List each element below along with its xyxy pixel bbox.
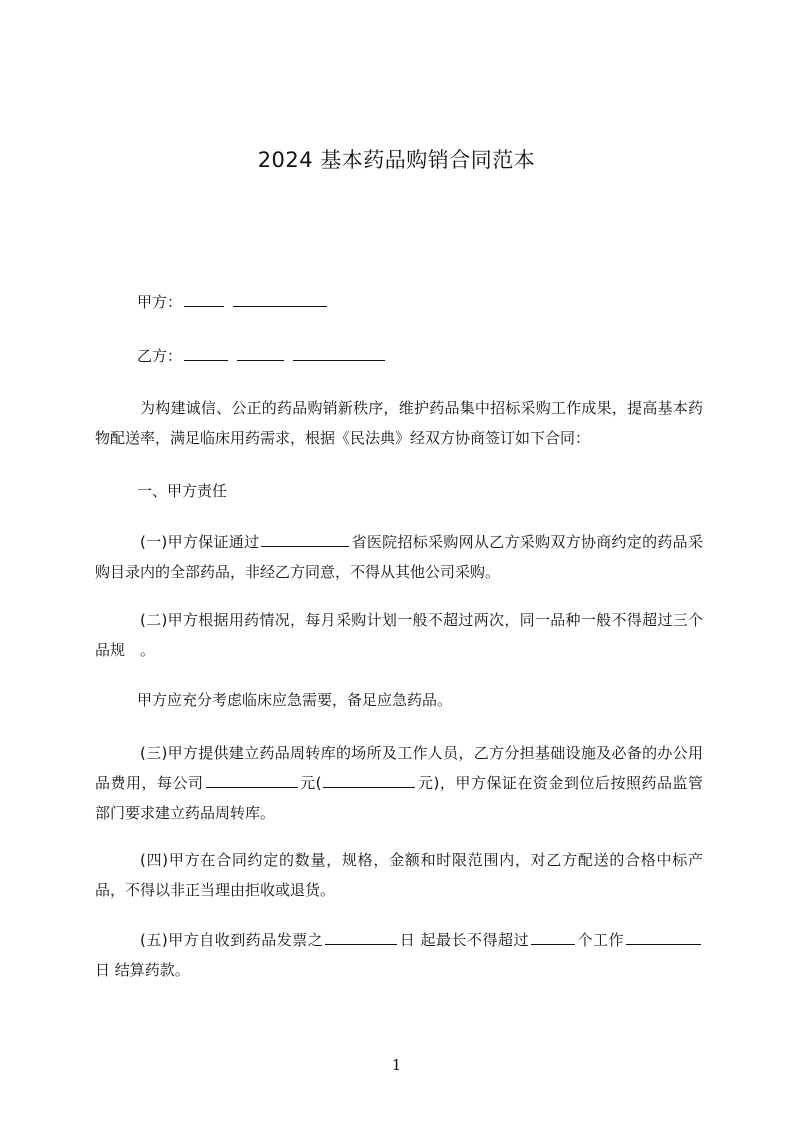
- clause-1-text-a: (一)甲方保证通过: [140, 533, 260, 551]
- clause-5: [95, 925, 703, 985]
- intro-paragraph: 为构建诚信、公正的药品购销新秩序，维护药品集中招标采购工作成果，提高基本药物配送率，满足临床用药需求，根据《民法典》经双方协商签订如下合同：: [95, 399, 703, 447]
- clause-4: (四)甲方在合同约定的数量，规格，金额和时限范围内，对乙方配送的合格中标产品，不得以非正当理由拒收或退货。: [95, 851, 703, 899]
- clause-3-text-b: 元(: [299, 774, 322, 792]
- clause-3-text-a: (三)甲方提供建立药品周转库的场所及工作人员，乙方分担基础设施及必备的办公用品费用，每公司: [95, 744, 703, 792]
- section1-heading: 一、甲方责任: [137, 482, 228, 500]
- clause-5-text-d: 日 结算药款。: [95, 961, 190, 979]
- clause-1-text-b: 省医院招标采购网从乙方采购双方协商约定的药品采购目录内的全部药品，非经乙方同意，不得从其他公司采购。: [95, 533, 703, 581]
- party-a-blank-1[interactable]: [184, 292, 224, 307]
- workdays-blank[interactable]: [531, 930, 575, 945]
- clause-1: [95, 527, 703, 587]
- province-blank[interactable]: [261, 532, 349, 547]
- clause-5-text-a: (五)甲方自收到药品发票之: [140, 931, 324, 949]
- party-b-blank-2[interactable]: [237, 346, 284, 361]
- party-a-blank-2[interactable]: [233, 292, 327, 307]
- clause-5-text-c: 个工作: [576, 931, 624, 949]
- clause-5-text-b: 日 起最长不得超过: [399, 931, 529, 949]
- party-b-blank-3[interactable]: [293, 346, 385, 361]
- amount-words-blank[interactable]: [323, 773, 415, 788]
- party-b-blank-1[interactable]: [184, 346, 228, 361]
- clause-2: (二)甲方根据用药情况，每月采购计划一般不超过两次，同一品种一般不得超过三个品规 。: [95, 611, 703, 659]
- page-number: 1: [391, 1056, 402, 1074]
- period-blank[interactable]: [626, 930, 701, 945]
- clause-3-text-c: 元)，甲方保证在资金到位后按照药品监管部门要求建立药品周转库。: [95, 774, 703, 822]
- days-blank[interactable]: [325, 930, 397, 945]
- document-title: 2024 基本药品购销合同范本: [257, 148, 536, 172]
- party-b-label: 乙方：: [137, 347, 183, 365]
- party-a-line: [137, 291, 329, 312]
- amount-number-blank[interactable]: [206, 773, 298, 788]
- party-a-label: 甲方：: [137, 293, 183, 311]
- clause-2-extra: 甲方应充分考虑临床应急需要，备足应急药品。: [137, 691, 453, 709]
- clause-3: [95, 738, 703, 828]
- party-b-line: [137, 345, 387, 366]
